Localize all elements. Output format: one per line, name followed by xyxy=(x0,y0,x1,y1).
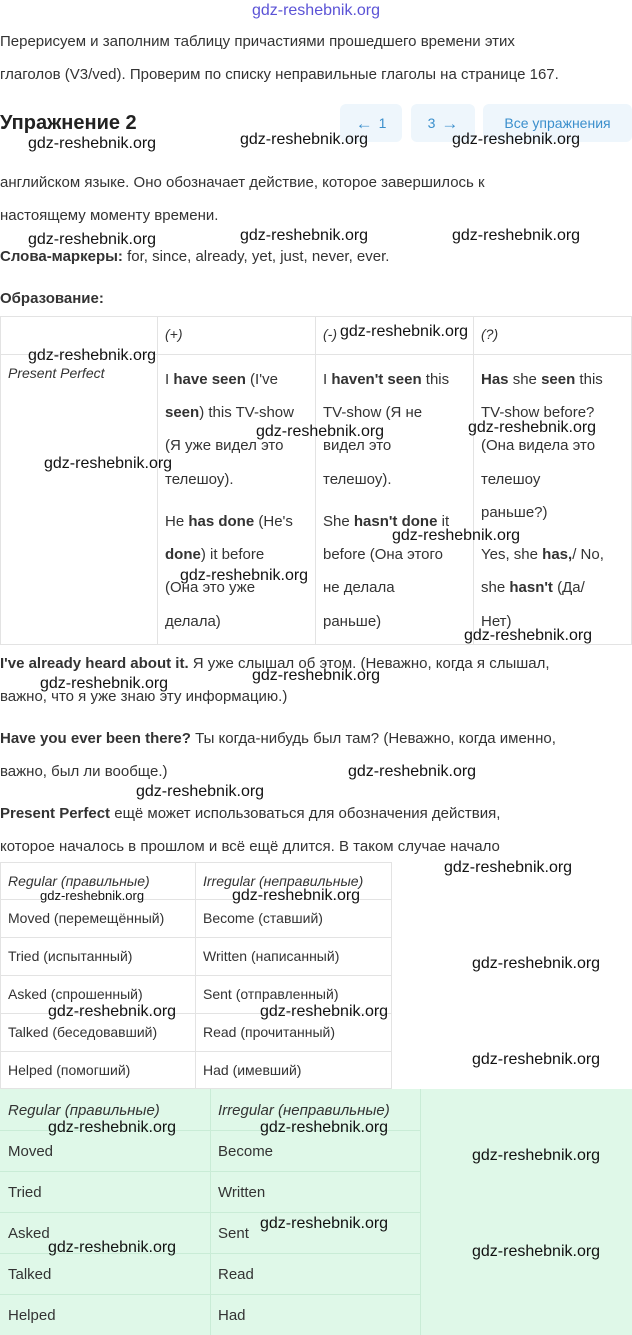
watermark: gdz-reshebnik.org xyxy=(48,1239,177,1256)
example-2: Have you ever been there? Ты когда-нибудь был там? (Неважно, когда именно, xyxy=(0,730,556,747)
watermark: gdz-reshebnik.org xyxy=(260,1215,389,1232)
table-divider xyxy=(0,1294,420,1295)
watermark: gdz-reshebnik.org xyxy=(240,227,369,244)
plus-line: done) it before xyxy=(165,546,265,563)
arrow-right-icon: → xyxy=(441,113,459,133)
table-divider xyxy=(0,975,392,976)
question-line: TV-show before? xyxy=(481,404,595,421)
question-line: (Она видела это xyxy=(481,437,596,454)
table-divider xyxy=(0,1051,392,1052)
question-line: телешоу xyxy=(481,471,541,488)
watermark: gdz-reshebnik.org xyxy=(48,1119,177,1136)
answer-header-irregular: Irregular (неправильные) xyxy=(218,1102,390,1119)
watermark: gdz-reshebnik.org xyxy=(260,1119,389,1136)
watermark: gdz-reshebnik.org xyxy=(240,131,369,148)
header-plus: (+) xyxy=(165,326,183,342)
minus-line: before (Она этого xyxy=(323,546,444,563)
minus-line: She hasn't done it xyxy=(323,513,450,530)
table-cell: Tried (испытанный) xyxy=(8,948,133,964)
all-exercises-label: Все упражнения xyxy=(504,115,611,131)
answer-cell: Read xyxy=(218,1266,254,1283)
site-watermark-top: gdz-reshebnik.org xyxy=(251,2,381,19)
table-cell: Read (прочитанный) xyxy=(203,1024,336,1040)
watermark: gdz-reshebnik.org xyxy=(260,1003,389,1020)
markers-line xyxy=(0,247,389,267)
formation-label: Образование: xyxy=(0,290,104,307)
plus-line: He has done (He's xyxy=(165,513,293,530)
table-cell: Asked (спрошенный) xyxy=(8,986,143,1002)
watermark: gdz-reshebnik.org xyxy=(472,955,601,972)
minus-line: TV-show (Я не xyxy=(323,404,423,421)
table-cell: Talked (беседовавший) xyxy=(8,1024,158,1040)
table-cell: Helped (помогший) xyxy=(8,1062,131,1078)
answer-cell: Moved xyxy=(8,1143,54,1160)
watermark: gdz-reshebnik.org xyxy=(44,455,173,472)
watermark: gdz-reshebnik.org xyxy=(392,527,521,544)
table-divider xyxy=(473,316,474,645)
watermark: gdz-reshebnik.org xyxy=(348,763,477,780)
header-question: (?) xyxy=(481,326,499,342)
minus-line: телешоу). xyxy=(323,471,392,488)
answer-cell: Sent xyxy=(218,1225,249,1242)
question-line: раньше?) xyxy=(481,504,548,521)
verbs-header-irregular: Irregular (неправильные) xyxy=(203,873,364,889)
table-divider xyxy=(315,316,316,645)
minus-line: не делала xyxy=(323,579,395,596)
answer-cell: Become xyxy=(218,1143,274,1160)
answer-cell: Had xyxy=(218,1307,246,1324)
plus-line: I have seen (I've xyxy=(165,371,278,388)
plus-line: (Она это уже xyxy=(165,579,256,596)
arrow-left-icon: ← xyxy=(355,113,373,133)
table-cell: Become (ставший) xyxy=(203,910,323,926)
example-2-line-2: важно, был ли вообще.) xyxy=(0,763,168,780)
answer-cell: Written xyxy=(218,1184,266,1201)
answer-cell: Asked xyxy=(8,1225,50,1242)
table-divider xyxy=(420,1089,421,1335)
example-3: Present Perfect ещё может использоваться для обозначения действия, xyxy=(0,805,501,822)
watermark: gdz-reshebnik.org xyxy=(472,1147,601,1164)
answer-cell: Helped xyxy=(8,1307,56,1324)
table-divider xyxy=(0,1212,420,1213)
header-minus: (-) xyxy=(323,326,337,342)
watermark: gdz-reshebnik.org xyxy=(28,231,157,248)
question-line: Yes, she has,/ No, xyxy=(481,546,604,563)
watermark: gdz-reshebnik.org xyxy=(340,323,469,340)
minus-line: I haven't seen this xyxy=(323,371,450,388)
watermark: gdz-reshebnik.org xyxy=(464,627,593,644)
prev-exercise-label: 1 xyxy=(378,115,387,131)
watermark: gdz-reshebnik.org xyxy=(40,888,145,903)
theory-line-1: английском языке. Оно обозначает действие, которое завершилось к xyxy=(0,174,485,191)
watermark: gdz-reshebnik.org xyxy=(48,1003,177,1020)
watermark: gdz-reshebnik.org xyxy=(252,667,381,684)
watermark: gdz-reshebnik.org xyxy=(452,227,581,244)
exercise-heading: Упражнение 2 xyxy=(0,112,137,134)
plus-line: (Я уже видел это xyxy=(165,437,284,454)
markers-label: Слова-маркеры: xyxy=(0,248,123,265)
intro-line-1: Перерисуем и заполним таблицу причастиями прошедшего времени этих xyxy=(0,33,515,50)
watermark: gdz-reshebnik.org xyxy=(136,783,265,800)
watermark: gdz-reshebnik.org xyxy=(444,859,573,876)
table-cell: Moved (перемещённый) xyxy=(8,910,165,926)
watermark: gdz-reshebnik.org xyxy=(232,887,361,904)
row-label-present-perfect: Present Perfect xyxy=(8,365,105,381)
answer-cell: Tried xyxy=(8,1184,42,1201)
markers-text: for, since, already, yet, just, never, ever. xyxy=(122,248,390,265)
question-line: Нет) xyxy=(481,613,512,630)
answer-header-regular: Regular (правильные) xyxy=(8,1102,160,1119)
table-cell: Sent (отправленный) xyxy=(203,986,339,1002)
watermark: gdz-reshebnik.org xyxy=(468,419,597,436)
plus-line: телешоу). xyxy=(165,471,234,488)
table-cell: Written (написанный) xyxy=(203,948,340,964)
watermark: gdz-reshebnik.org xyxy=(452,131,581,148)
plus-line: делала) xyxy=(165,613,221,630)
table-divider xyxy=(157,316,158,645)
table-divider xyxy=(0,937,392,938)
next-exercise-label: 3 xyxy=(427,115,436,131)
intro-line-2: глаголов (V3/ved). Проверим по списку неправильные глаголы на странице 167. xyxy=(0,66,559,83)
example-3-line-2: которое началось в прошлом и всё ещё длится. В таком случае начало xyxy=(0,838,500,855)
answer-cell: Talked xyxy=(8,1266,52,1283)
question-line: Has she seen this xyxy=(481,371,603,388)
minus-line: видел это xyxy=(323,437,392,454)
watermark: gdz-reshebnik.org xyxy=(472,1243,601,1260)
minus-line: раньше) xyxy=(323,613,382,630)
table-cell: Had (имевший) xyxy=(203,1062,302,1078)
watermark: gdz-reshebnik.org xyxy=(256,423,385,440)
watermark: gdz-reshebnik.org xyxy=(28,347,157,364)
table-divider xyxy=(0,1171,420,1172)
question-line: she hasn't (Да/ xyxy=(481,579,585,596)
watermark: gdz-reshebnik.org xyxy=(472,1051,601,1068)
watermark: gdz-reshebnik.org xyxy=(28,135,157,152)
plus-line: seen) this TV-show xyxy=(165,404,294,421)
example-1: I've already heard about it. Я уже слышал об этом. (Неважно, когда я слышал, xyxy=(0,655,550,672)
watermark: gdz-reshebnik.org xyxy=(40,675,169,692)
verbs-header-regular: Regular (правильные) xyxy=(8,873,150,889)
watermark: gdz-reshebnik.org xyxy=(180,567,309,584)
theory-line-2: настоящему моменту времени. xyxy=(0,207,219,224)
example-1-line-2: важно, что я уже знаю эту информацию.) xyxy=(0,688,288,705)
